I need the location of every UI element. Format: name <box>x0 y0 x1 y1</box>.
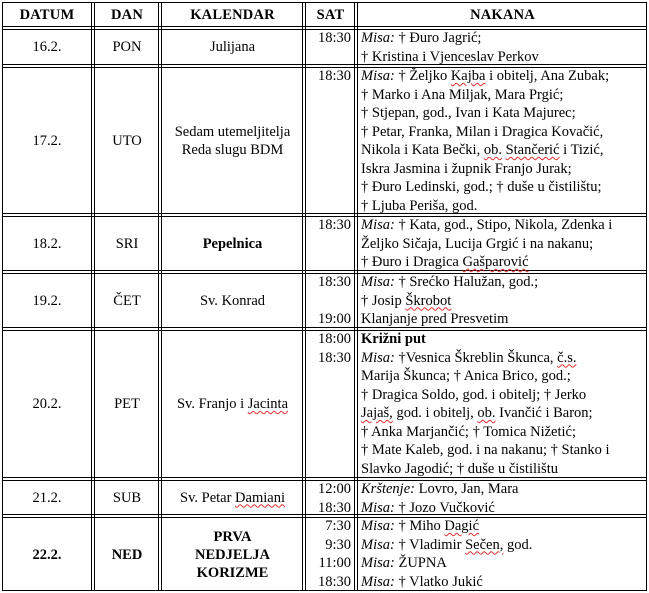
kalendar-line: KORIZME <box>196 564 269 581</box>
cell-dan: SRI <box>115 235 139 252</box>
nakana-text: Klanjanje pred Presvetim <box>361 311 509 327</box>
kalendar-line: NEDJELJA <box>195 546 270 563</box>
cell-nakana <box>358 330 647 476</box>
nakana-text: † Miho Dagić <box>398 518 480 534</box>
cell-nakana <box>358 29 647 63</box>
cell-times <box>306 29 355 63</box>
nakana-line <box>361 235 644 254</box>
cell-kalendar <box>162 217 303 270</box>
nakana-text: † Josip Škrobot <box>361 292 452 309</box>
nakana-line <box>361 160 644 179</box>
kalendar-line: Julijana <box>209 39 256 55</box>
nakana-text: Iskra Jasmina i župnik Franjo Jurak; <box>361 160 572 177</box>
cell-nakana <box>358 480 647 516</box>
cell-datum: 18.2. <box>32 235 62 252</box>
nakana-line <box>361 330 644 349</box>
time-value: 19:00 <box>317 311 351 327</box>
nakana-line <box>361 86 644 105</box>
mass-label: Misa: <box>361 30 395 46</box>
kalendar-line: Sedam utemeljitelja <box>174 123 291 140</box>
cell-datum: 22.2. <box>32 546 62 563</box>
nakana-line <box>361 404 644 423</box>
nakana-line <box>361 104 644 123</box>
cell-nakana <box>358 517 647 590</box>
cell-kalendar <box>162 274 303 327</box>
kalendar-line: PRVA <box>213 528 252 545</box>
mass-label: Misa: <box>361 518 395 534</box>
nakana-line <box>361 536 644 555</box>
cell-kalendar <box>162 331 303 477</box>
nakana-text: ŽUPNA <box>398 555 447 571</box>
nakana-line <box>361 123 644 142</box>
nakana-text: † Stjepan, god., Ivan i Kata Majurec; <box>361 105 576 121</box>
nakana-line <box>361 310 644 329</box>
nakana-text: Jajaš, god. i obitelj, ob. Ivančić i Baron; <box>361 405 593 421</box>
time-value: 18:30 <box>317 499 351 516</box>
kalendar-line: Sv. Petar Damiani <box>180 489 285 506</box>
header-kalendar: KALENDAR <box>190 6 275 23</box>
cell-kalendar <box>162 30 303 64</box>
time-value: 18:30 <box>317 349 351 366</box>
nakana-text: † Petar, Franka, Milan i Dragica Kovačić, <box>361 123 604 140</box>
nakana-text: † Vlatko Jukić <box>398 573 483 590</box>
kalendar-line: Sv. Franjo i Jacinta <box>176 396 289 412</box>
nakana-text: † Ljuba Periša, god. <box>361 197 478 214</box>
nakana-line <box>361 48 644 67</box>
nakana-line <box>361 423 644 442</box>
mass-label: Misa: <box>361 536 395 553</box>
nakana-line <box>361 367 644 386</box>
nakana-line <box>361 460 644 479</box>
nakana-text: Lovro, Jan, Mara <box>418 481 519 497</box>
mass-label: Misa: <box>361 68 395 84</box>
cell-times <box>306 67 355 212</box>
nakana-text: † Srećko Halužan, god.; <box>398 274 539 290</box>
nakana-line <box>361 197 644 216</box>
nakana-line <box>361 216 644 235</box>
nakana-line <box>361 573 644 592</box>
nakana-text: † Vladimir Sečen, god. <box>398 536 533 553</box>
time-value: 18:30 <box>317 217 351 233</box>
nakana-text: † Đuro i Dragica Gašparović <box>361 254 529 270</box>
nakana-text: † Kata, god., Stipo, Nikola, Zdenka i <box>398 217 613 233</box>
cell-times <box>306 330 355 476</box>
nakana-line <box>361 292 644 311</box>
cell-times <box>306 517 355 590</box>
cell-dan: PON <box>112 39 142 55</box>
time-value <box>306 292 351 311</box>
nakana-text: Nikola i Kata Bečki, ob. Stančerić i Tizić, <box>361 142 604 158</box>
time-value: 18:30 <box>317 274 351 290</box>
nakana-line <box>361 499 644 518</box>
cell-datum: 20.2. <box>32 396 62 412</box>
nakana-line <box>361 29 644 48</box>
nakana-line <box>361 273 644 292</box>
cell-datum: 21.2. <box>32 489 62 506</box>
nakana-line <box>361 253 644 272</box>
nakana-text: Željko Sičaja, Lucija Grgić i na nakanu; <box>361 235 594 252</box>
nakana-line <box>361 386 644 405</box>
mass-label: Misa: <box>361 349 395 366</box>
mass-label: Misa: <box>361 573 395 590</box>
kalendar-line: Sv. Konrad <box>199 292 266 309</box>
time-value: 11:00 <box>318 555 351 571</box>
time-value: 18:00 <box>317 331 351 347</box>
nakana-line <box>361 554 644 573</box>
cell-dan: SUB <box>112 489 142 506</box>
nakana-text: † Đuro Jagrić; <box>398 30 482 46</box>
cell-nakana <box>358 216 647 269</box>
nakana-text: † Mate Kaleb, god. i na nakanu; † Stanko i <box>361 442 610 458</box>
nakana-line <box>361 480 644 499</box>
nakana-text: †Vesnica Škreblin Škunca, č.s. <box>398 349 577 366</box>
kalendar-line: Pepelnica <box>202 235 263 252</box>
nakana-text: Slavko Jagodić; † duše u čistilištu <box>361 460 558 477</box>
nakana-text: † Anka Marjančić; † Tomica Nižetić; <box>361 423 576 440</box>
cell-datum: 17.2. <box>32 132 62 149</box>
mass-label: Misa: <box>361 555 395 571</box>
time-value: 18:30 <box>317 573 351 590</box>
cell-dan: UTO <box>112 132 142 149</box>
cell-times <box>306 216 355 269</box>
nakana-text: † Marko i Ana Miljak, Mara Prgić; <box>361 86 564 103</box>
nakana-text: † Željko Kajba i obitelj, Ana Zubak; <box>398 68 610 84</box>
cell-nakana <box>358 273 647 326</box>
cell-kalendar <box>162 481 303 514</box>
nakana-text: † Đuro Ledinski, god.; † duše u čistilištu; <box>361 179 602 195</box>
time-value: 12:00 <box>317 481 351 497</box>
nakana-line <box>361 67 644 86</box>
nakana-line <box>361 349 644 368</box>
header-dan: DAN <box>110 6 143 23</box>
mass-label: Misa: <box>361 217 395 233</box>
mass-label: Misa: <box>361 499 395 516</box>
time-value: 9:30 <box>325 536 351 553</box>
schedule-table <box>2 2 647 591</box>
time-value: 7:30 <box>325 518 351 534</box>
cell-times <box>306 273 355 326</box>
time-value: 18:30 <box>317 68 351 84</box>
nakana-heading: Križni put <box>361 331 426 347</box>
mass-label: Krštenje: <box>361 481 415 497</box>
nakana-line <box>361 517 644 536</box>
time-value: 18:30 <box>317 30 351 46</box>
mass-label: Misa: <box>361 274 395 290</box>
header-nakana: NAKANA <box>470 6 535 23</box>
cell-nakana <box>358 67 647 212</box>
nakana-line <box>361 178 644 197</box>
nakana-text: † Kristina i Vjenceslav Perkov <box>361 48 539 65</box>
nakana-text: † Jozo Vučković <box>398 499 495 516</box>
kalendar-line: Reda slugu BDM <box>181 141 284 158</box>
cell-kalendar <box>162 518 303 591</box>
cell-dan: ČET <box>113 292 141 309</box>
header-sat: SAT <box>316 6 345 23</box>
cell-datum: 19.2. <box>32 292 62 309</box>
header-datum: DATUM <box>19 6 75 23</box>
cell-kalendar <box>162 68 303 213</box>
cell-dan: PET <box>114 396 140 412</box>
nakana-text: Marija Škunca; † Anica Brico, god.; <box>361 368 571 384</box>
nakana-text: † Dragica Soldo, god. i obitelj; † Jerko <box>361 386 587 403</box>
cell-times <box>306 480 355 516</box>
cell-datum: 16.2. <box>32 39 62 55</box>
nakana-line <box>361 441 644 460</box>
cell-dan: NED <box>111 546 143 563</box>
nakana-line <box>361 141 644 160</box>
